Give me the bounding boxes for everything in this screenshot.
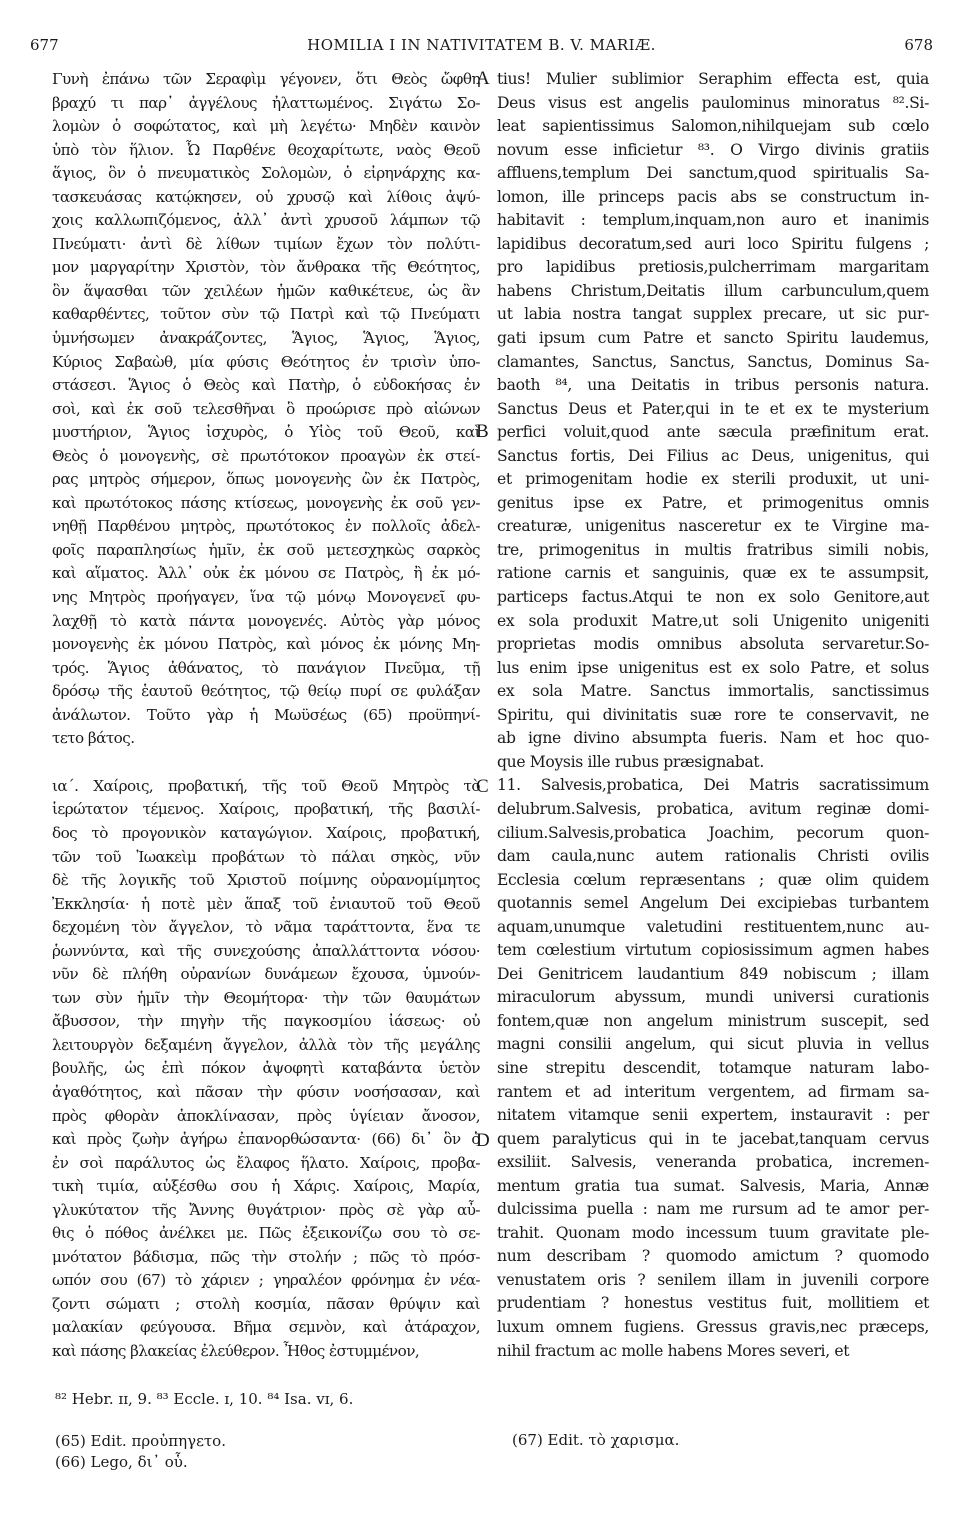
- text-line: proprietas modis omnibus absoluta servaretur.So-: [497, 635, 929, 654]
- text-line: ρας μητρὸς σήμερον, ὅπως μονογενὴς ὢν ἐκ Πατρὸς,: [52, 470, 480, 489]
- text-line: νῦν δὲ πλήθη οὐρανίων δυνάμεων ἔχουσα, ὑμνούν-: [52, 965, 480, 984]
- text-line: των σὺν ἡμῖν τὴν Θεομήτορα· τὴν τῶν θαυμάτων: [52, 988, 480, 1007]
- text-line: ζοντι σώματι ; στολὴ κοσμία, πᾶσαν θρύψιν καὶ: [52, 1294, 480, 1313]
- text-line: λομὼν ὁ σοφώτατος, καὶ μὴ λεγέτω· Μηδὲν καινὸν: [52, 117, 480, 136]
- latin-text-column: [497, 68, 929, 1363]
- text-line: tre, primogenitus in multis fratribus simili nobis,: [497, 540, 929, 559]
- text-line: dam caula,nunc autem rationalis Christi ovilis: [497, 847, 929, 866]
- text-line: ἀγαθότητος, καὶ πᾶσαν τὴν φύσιν νοσήσασαν, καὶ: [52, 1082, 480, 1101]
- text-line: Θεὸς ὁ μονογενὴς, σὲ πρωτότοκον προαγὼν ἐκ στεί-: [52, 446, 480, 465]
- text-line: λειτουργὸν δεξαμένη ἄγγελον, ἀλλὰ τὸν τῆς μεγάλης: [52, 1035, 480, 1054]
- text-line: et primogenitam hodie ex sterili produxit, ut uni-: [497, 470, 929, 489]
- text-line: quotannis semel Angelum Dei excipiebas turbantem: [497, 894, 929, 913]
- text-line: καὶ πάσης βλακείας ἐλεύθερον. Ἦθος ἐστυμμένον,: [52, 1341, 420, 1360]
- margin-letter-a: A: [476, 68, 490, 89]
- text-line: lus enim ipse unigenitus est ex solo Patre, et solus: [497, 658, 929, 677]
- text-line: χοις καλλωπιζόμενος, ἀλλ᾽ ἀντὶ χρυσοῦ λάμπων τῷ: [52, 211, 480, 230]
- margin-letter-d: D: [476, 1130, 490, 1151]
- text-line: δεχομένη τὸν ἄγγελον, τὸ νᾶμα ταράττοντα, ἕνα τε: [52, 918, 480, 937]
- text-line: ωπόν σου (67) τὸ χάριεν ; γηραλέον φρόνημα ἐν νέα-: [52, 1271, 480, 1290]
- text-line: perfici voluit,quod ante sæcula præfinitum erat.: [497, 423, 929, 442]
- text-line: magni consilii angelum, qui sicut pluvia in vellus: [497, 1035, 929, 1054]
- text-line: ex sola produxit Matre,ut soli Unigenito unigeniti: [497, 611, 929, 630]
- text-line: creaturæ, unigenitus nasceretur ex te Virgine ma-: [497, 517, 929, 536]
- text-line: Γυνὴ ἐπάνω τῶν Σεραφὶμ γέγονεν, ὅτι Θεὸς ὤφθη: [52, 70, 480, 88]
- text-line: sine strepitu descendit, totamque naturam labo-: [497, 1058, 929, 1077]
- text-line: quem paralyticus qui in te jacebat,tanquam cervus: [497, 1129, 929, 1148]
- text-line: δὲ τῆς λογικῆς τοῦ Χριστοῦ ποίμνης οὐρανομίμητος: [52, 871, 480, 890]
- footnote-65: (65) Edit. προὐπηγετο.: [55, 1432, 226, 1450]
- running-header: [30, 36, 933, 60]
- footnote-67: (67) Edit. τὸ χαρισμα.: [512, 1431, 680, 1449]
- text-line: θις ὁ πόθος ἀνέλκει με. Πῶς ἐξεικονίζω σου τὸ σε-: [52, 1224, 480, 1243]
- text-line: lapidibus decoratum,sed auri loco Spiritu fulgens ;: [497, 234, 929, 253]
- text-line: ἄβυσσον, τὴν πηγὴν τῆς παγκοσμίου ἰάσεως· οὐ: [52, 1012, 480, 1031]
- text-line: στάσεσι. Ἅγιος ὁ Θεὸς καὶ Πατὴρ, ὁ εὐδοκήσας ἐν: [52, 376, 480, 395]
- text-line: particeps factus.Atqui te non ex solo Genitore,aut: [497, 588, 929, 607]
- text-line: πρὸς φθορὰν ἀποκλίνασαν, πρὸς ὑγίειαν ἄνοσον,: [52, 1106, 480, 1125]
- text-line: ῥωννύντα, καὶ τῆς συνεχούσης ἀπαλλάττοντα νόσου·: [52, 941, 480, 960]
- greek-text-column: [52, 68, 480, 1364]
- text-line: μον μαργαρίτην Χριστὸν, τὸν ἄνθρακα τῆς Θεότητος,: [52, 258, 480, 277]
- text-line: Sanctus Deus et Pater,qui in te et ex te mysterium: [497, 399, 929, 418]
- running-title: HOMILIA I IN NATIVITATEM B. V. MARIÆ.: [307, 36, 656, 54]
- text-line: φοῖς παραπλησίως ἡμῖν, ἐκ σοῦ μετεσχηκὼς σαρκὸς: [52, 540, 480, 559]
- text-line: βραχύ τι παρ᾽ ἀγγέλους ἠλαττωμένος. Σιγάτω Σο-: [52, 93, 480, 112]
- text-line: rantem et ad interitum vergentem, ad firmam sa-: [497, 1082, 929, 1101]
- text-line: lomon, ille princeps pacis abs se constructum in-: [497, 187, 929, 206]
- page-number-left: 677: [30, 36, 59, 54]
- text-line: νης Μητρὸς προήγαγεν, ἵνα τῷ μόνῳ Μονογενεῖ φυ-: [52, 588, 480, 607]
- text-line: Sanctus fortis, Dei Filius ac Deus, unigenitus, qui: [497, 446, 929, 465]
- text-line: Spiritu, qui divinitatis suæ rore te conservavit, ne: [497, 705, 929, 724]
- text-line: 11. Salvesis,probatica, Dei Matris sacratissimum: [497, 776, 929, 795]
- text-line: ut labia nostra tangat supplex precare, ut sic pur-: [497, 305, 929, 324]
- text-line: fontem,quæ non angelum ministrum suscepit, sed: [497, 1011, 929, 1030]
- text-line: habens Christum,Deitatis illum carbunculum,quem: [497, 281, 929, 300]
- text-line: nitatem vitamque senii expertem, instauravit : per: [497, 1106, 929, 1125]
- page-number-right: 678: [904, 36, 933, 54]
- text-line: τρός. Ἅγιος ἀθάνατος, τὸ πανάγιον Πνεῦμα, τῇ: [52, 658, 480, 677]
- margin-letter-c: C: [476, 776, 489, 797]
- text-line: ἱερώτατον τέμενος. Χαίροις, προβατική, τῆς βασιλί-: [52, 800, 480, 819]
- text-line: μονογενὴς ἐκ μόνου Πατρὸς, καὶ μόνος ἐκ μόνης Μη-: [52, 635, 480, 654]
- text-line: aquam,unumque valetudini restituentem,nunc au-: [497, 917, 929, 936]
- paragraph-gap: [52, 751, 480, 775]
- text-line: ἐν σοὶ παράλυτος ὡς ἔλαφος ἥλατο. Χαίροις, προβα-: [52, 1153, 480, 1172]
- text-line: λαχθῇ τὸ κατὰ πάντα μονογενές. Αὐτὸς γὰρ μόνος: [52, 611, 480, 630]
- text-line: ratione carnis et sanguinis, quæ ex te assumpsit,: [497, 564, 929, 583]
- text-line: Κύριος Σαβαὼθ, μία φύσις Θεότητος ἐν τρισὶν ὑπο-: [52, 352, 480, 371]
- text-line: tem cœlestium virtutum copiosissimum agmen habes: [497, 941, 929, 960]
- text-line: leat sapientissimus Salomon,nihilquejam sub cœlo: [497, 117, 929, 136]
- text-line: ἅγιος, ὃν ὁ πνευματικὸς Σολομὼν, ὁ εἰρηνάρχης κα-: [52, 164, 480, 183]
- text-line: τικὴ τιμία, αὐξέσθω σου ἡ Χάρις. Χαίροις, Μαρία,: [52, 1177, 480, 1196]
- text-line: novum esse inficietur ⁸³. O Virgo divinis gratiis: [497, 140, 929, 159]
- text-line: affluens,templum Dei sanctum,quod spiritualis Sa-: [497, 164, 929, 183]
- text-line: venustatem oris ? senilem illam in juvenili corpore: [497, 1270, 929, 1289]
- text-line: tius! Mulier sublimior Seraphim effecta est, quia: [497, 70, 929, 88]
- text-line: baoth ⁸⁴, una Deitatis in tribus personis natura.: [497, 376, 929, 395]
- text-line: σοὶ, καὶ ἐκ σοῦ τελεσθῆναι ὃ προώρισε πρὸ αἰώνων: [52, 399, 480, 418]
- text-line: μνότατον βάδισμα, πῶς τὴν στολήν ; πῶς τὸ πρόσ-: [52, 1247, 480, 1266]
- text-line: ὑμνήσωμεν ἀνακράζοντες, Ἅγιος, Ἅγιος, Ἅγιος,: [52, 329, 480, 348]
- text-line: νηθῇ Παρθένου μητρὸς, πρωτότοκος ἐν πολλοῖς ἀδελ-: [52, 517, 480, 536]
- text-line: γλυκύτατον τῆς Ἄννης θυγάτριον· πρὸς σὲ γὰρ αὖ-: [52, 1200, 480, 1219]
- text-line: δος τὸ προγονικὸν καταγώγιον. Χαίροις, προβατική,: [52, 823, 480, 842]
- text-line: mentum gratia tua sumat. Salvesis, Maria, Annæ: [497, 1176, 929, 1195]
- text-line: trahit. Quonam modo incessum tuum gravitate ple-: [497, 1223, 929, 1242]
- text-line: gati ipsum cum Patre et sancto Spiritu laudemus,: [497, 329, 929, 348]
- text-line: Ecclesia cœlum repræsentans ; quæ olim quidem: [497, 870, 929, 889]
- text-line: καὶ πρὸς ζωὴν ἀγήρω ἐπανορθώσαντα· (66) δι᾽ ὃν ὁ: [52, 1130, 480, 1149]
- text-line: que Moysis ille rubus præsignabat.: [497, 752, 764, 771]
- text-line: ἀνάλωτον. Τοῦτο γὰρ ἡ Μωϋσέως (65) προϋπηνί-: [52, 705, 480, 724]
- text-line: βουλῆς, ὡς ἐπὶ πόκον ἀψοφητὶ καταβάντα ὑετὸν: [52, 1059, 480, 1078]
- text-line: num describam ? quomodo amictum ? quomodo: [497, 1247, 929, 1266]
- text-line: ια΄. Χαίροις, προβατική, τῆς τοῦ Θεοῦ Μητρὸς τὸ: [52, 776, 480, 795]
- text-line: ὃν ἅψασθαι τῶν χειλέων ἡμῶν καθικέτευε, ὡς ἂν: [52, 281, 480, 300]
- text-line: Ἐκκλησία· ἡ ποτὲ μὲν ἅπαξ τοῦ ἐνιαυτοῦ τοῦ Θεοῦ: [52, 894, 480, 913]
- scripture-footnotes: ⁸² Hebr. ɪɪ, 9. ⁸³ Eccle. ɪ, 10. ⁸⁴ Isa. ᴠɪ, 6.: [55, 1390, 354, 1408]
- text-line: delubrum.Salvesis, probatica, avitum reginæ domi-: [497, 799, 929, 818]
- text-line: μαλακίαν φεύγουσα. Βῆμα σεμνὸν, καὶ ἀτάραχον,: [52, 1318, 480, 1337]
- text-line: genitus ipse ex Patre, et primogenitus omnis: [497, 493, 929, 512]
- margin-letter-b: B: [476, 421, 489, 442]
- text-line: ex sola Matre. Sanctus immortalis, sanctissimus: [497, 682, 929, 701]
- text-line: exsiliit. Salvesis, veneranda probatica, incremen-: [497, 1153, 929, 1172]
- text-line: pro lapidibus pretiosis,pulcherrimam margaritam: [497, 258, 929, 277]
- text-line: Dei Genitricem laudantium 849 nobiscum ; illam: [497, 964, 929, 983]
- text-line: τετο βάτος.: [52, 729, 135, 748]
- text-line: dulcissima puella : nam me rursum ad te amor per-: [497, 1200, 929, 1219]
- text-line: καθαρθέντες, τοῦτον σὺν τῷ Πατρὶ καὶ τῷ Πνεύματι: [52, 305, 480, 324]
- text-line: ὑπὸ τὸν ἥλιον. Ὦ Παρθένε θεοχαρίτωτε, ναὸς Θεοῦ: [52, 140, 480, 159]
- text-line: miraculorum abyssum, mundi universi curationis: [497, 988, 929, 1007]
- text-line: ab igne divino absumpta fueris. Nam et hoc quo-: [497, 729, 929, 748]
- text-line: nihil fractum ac molle habens Mores severi, et: [497, 1341, 850, 1360]
- text-line: καὶ πρωτότοκος πάσης κτίσεως, μονογενὴς ἐκ σοῦ γεν-: [52, 493, 480, 512]
- text-line: καὶ αἵματος. Ἀλλ᾽ οὐκ ἐκ μόνου σε Πατρὸς, ἢ ἐκ μό-: [52, 564, 480, 583]
- text-line: habitavit : templum,inquam,non auro et inanimis: [497, 211, 929, 230]
- text-line: Πνεύματι· ἀντὶ δὲ λίθων τιμίων ἔχων τὸν πολύτι-: [52, 234, 480, 253]
- editorial-footnotes-left: [55, 1431, 226, 1473]
- text-line: prudentiam ? honestus vestitus fuit, mollitiem et: [497, 1294, 929, 1313]
- footnote-66: (66) Lego, δι᾽ οὗ.: [55, 1453, 188, 1471]
- text-line: Deus visus est angelis paulominus minoratus ⁸².Si-: [497, 93, 929, 112]
- text-line: μυστήριον, Ἅγιος ἰσχυρὸς, ὁ Υἱὸς τοῦ Θεοῦ, καὶ: [52, 423, 480, 442]
- text-line: luxum omnem fugiens. Gressus gravis,nec præceps,: [497, 1317, 929, 1336]
- text-line: δρόσῳ τῆς ἑαυτοῦ θεότητος, τῷ θείῳ πυρί σε φυλάξαν: [52, 682, 480, 701]
- text-line: τῶν τοῦ Ἰωακεὶμ προβάτων τὸ πάλαι σηκὸς, νῦν: [52, 847, 480, 866]
- text-line: clamantes, Sanctus, Sanctus, Sanctus, Dominus Sa-: [497, 352, 929, 371]
- text-line: τασκευάσας κατῴκησεν, οὐ χρυσῷ καὶ λίθοις ἀψύ-: [52, 187, 480, 206]
- text-line: cilium.Salvesis,probatica Joachim, pecorum quon-: [497, 823, 929, 842]
